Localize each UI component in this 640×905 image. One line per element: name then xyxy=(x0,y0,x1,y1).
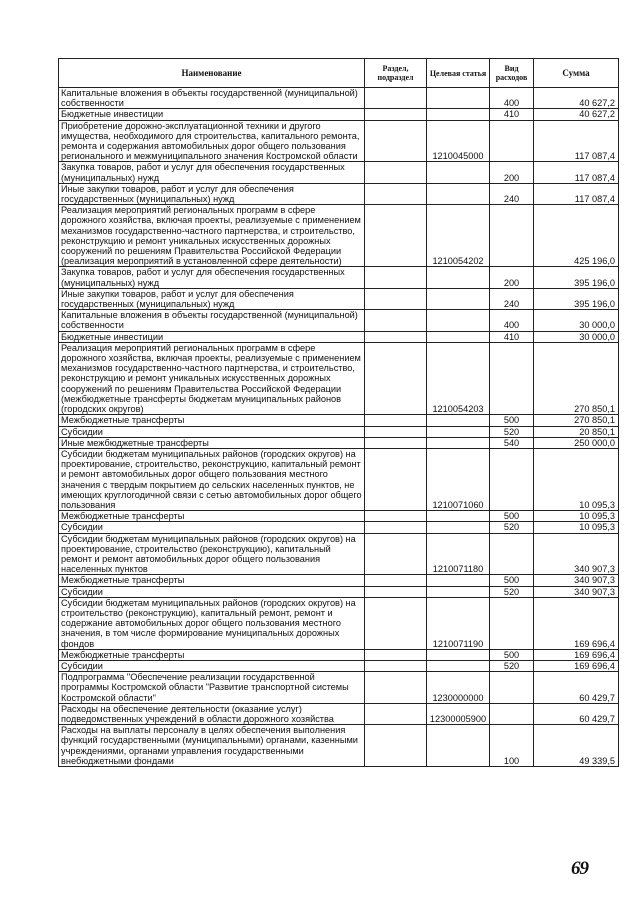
row-type-cell xyxy=(490,672,534,704)
table-row xyxy=(59,522,619,533)
table-row xyxy=(59,660,619,671)
row-sum-cell: 60 429,7 xyxy=(534,672,619,704)
row-section-cell xyxy=(365,415,427,426)
row-name-cell: Закупка товаров, работ и услуг для обеспечения государственных (муниципальных) нужд xyxy=(59,162,365,183)
row-name-cell: Субсидии xyxy=(59,522,365,533)
row-section-cell xyxy=(365,162,427,183)
table-row xyxy=(59,183,619,204)
header-name: Наименование xyxy=(59,59,365,88)
row-section-cell xyxy=(365,331,427,342)
row-section-cell xyxy=(365,267,427,288)
row-section-cell xyxy=(365,597,427,649)
row-sum-cell: 30 000,0 xyxy=(534,331,619,342)
row-sum-cell: 117 087,4 xyxy=(534,120,619,162)
row-type-cell: 240 xyxy=(490,288,534,309)
row-name-cell: Межбюджетные трансферты xyxy=(59,511,365,522)
row-type-cell: 500 xyxy=(490,415,534,426)
row-sum-cell: 10 095,3 xyxy=(534,448,619,510)
row-name-cell: Бюджетные инвестиции xyxy=(59,109,365,120)
table-row xyxy=(59,586,619,597)
row-section-cell xyxy=(365,586,427,597)
row-sum-cell: 117 087,4 xyxy=(534,162,619,183)
row-name-cell: Субсидии xyxy=(59,426,365,437)
header-sum: Сумма xyxy=(534,59,619,88)
row-name-cell: Субсидии xyxy=(59,660,365,671)
row-type-cell xyxy=(490,533,534,575)
table-row xyxy=(59,267,619,288)
table-row xyxy=(59,448,619,510)
row-sum-cell: 340 907,3 xyxy=(534,586,619,597)
row-sum-cell: 60 429,7 xyxy=(534,703,619,724)
row-section-cell xyxy=(365,522,427,533)
row-name-cell: Иные закупки товаров, работ и услуг для обеспечения государственных (муниципальных) нужд xyxy=(59,288,365,309)
table-row xyxy=(59,533,619,575)
row-target-cell xyxy=(427,660,490,671)
row-type-cell xyxy=(490,205,534,267)
row-section-cell xyxy=(365,649,427,660)
row-section-cell xyxy=(365,725,427,767)
row-section-cell xyxy=(365,426,427,437)
row-section-cell xyxy=(365,120,427,162)
table-row xyxy=(59,205,619,267)
row-sum-cell: 40 627,2 xyxy=(534,88,619,109)
row-target-cell xyxy=(427,88,490,109)
row-name-cell: Субсидии бюджетам муниципальных районов (городских округов) на проектирование, строительство (реконструкцию), капитальный ремонт и ремонт автомобильных дорог общего пользования населенных пунктов xyxy=(59,533,365,575)
row-sum-cell: 340 907,3 xyxy=(534,533,619,575)
row-target-cell xyxy=(427,575,490,586)
table-row xyxy=(59,331,619,342)
row-target-cell: 1210071180 xyxy=(427,533,490,575)
row-section-cell xyxy=(365,88,427,109)
row-sum-cell: 425 196,0 xyxy=(534,205,619,267)
row-type-cell: 410 xyxy=(490,109,534,120)
row-section-cell xyxy=(365,342,427,414)
row-target-cell xyxy=(427,426,490,437)
row-type-cell xyxy=(490,448,534,510)
row-name-cell: Капитальные вложения в объекты государственной (муниципальной) собственности xyxy=(59,310,365,331)
table-row xyxy=(59,162,619,183)
row-name-cell: Реализация мероприятий региональных программ в сфере дорожного хозяйства, включая проекты, реализуемые с применением механизмов государственно-частного партнерства, и строительство, реконструкцию и ремонт уникальных искусственных дорожных сооружений по решениям Правительства Российской Федерации (межбюджетные трансферты бюджетам муниципальных районов (городских округов) xyxy=(59,342,365,414)
row-sum-cell: 250 000,0 xyxy=(534,437,619,448)
header-target: Целевая статья xyxy=(427,59,490,88)
row-target-cell: 1210071060 xyxy=(427,448,490,510)
row-name-cell: Закупка товаров, работ и услуг для обеспечения государственных (муниципальных) нужд xyxy=(59,267,365,288)
table-row xyxy=(59,703,619,724)
table-row xyxy=(59,575,619,586)
table-row xyxy=(59,88,619,109)
table-body xyxy=(59,88,619,767)
row-name-cell: Подпрограмма "Обеспечение реализации государственной программы Костромской области "Развитие транспортной системы Костромской области" xyxy=(59,672,365,704)
row-type-cell: 410 xyxy=(490,331,534,342)
row-target-cell: 1210045000 xyxy=(427,120,490,162)
row-type-cell xyxy=(490,120,534,162)
table-row xyxy=(59,649,619,660)
row-section-cell xyxy=(365,703,427,724)
table-row xyxy=(59,288,619,309)
row-section-cell xyxy=(365,109,427,120)
row-target-cell xyxy=(427,437,490,448)
row-target-cell: 1210071190 xyxy=(427,597,490,649)
row-target-cell xyxy=(427,522,490,533)
row-target-cell xyxy=(427,511,490,522)
row-name-cell: Межбюджетные трансферты xyxy=(59,575,365,586)
row-section-cell xyxy=(365,437,427,448)
row-type-cell xyxy=(490,342,534,414)
row-section-cell xyxy=(365,533,427,575)
row-type-cell: 400 xyxy=(490,310,534,331)
row-type-cell: 520 xyxy=(490,586,534,597)
row-sum-cell: 340 907,3 xyxy=(534,575,619,586)
row-type-cell xyxy=(490,703,534,724)
row-target-cell xyxy=(427,288,490,309)
page-number: 69 xyxy=(571,858,588,879)
row-section-cell xyxy=(365,310,427,331)
row-name-cell: Субсидии бюджетам муниципальных районов (городских округов) на проектирование, строительство, реконструкцию, капитальный ремонт и ремонт автомобильных дорог общего пользования местного значения с твердым покрытием до сельских населенных пунктов, не имеющих круглогодичной связи с сетью автомобильных дорог общего пользования xyxy=(59,448,365,510)
table-row xyxy=(59,597,619,649)
row-target-cell xyxy=(427,267,490,288)
row-type-cell: 540 xyxy=(490,437,534,448)
row-name-cell: Расходы на выплаты персоналу в целях обеспечения выполнения функций государственными (муниципальными) органами, казенными учреждениями, органами управления государственными внебюджетными фондами xyxy=(59,725,365,767)
row-type-cell: 200 xyxy=(490,267,534,288)
row-name-cell: Реализация мероприятий региональных программ в сфере дорожного хозяйства, включая проекты, реализуемые с применением механизмов государственно-частного партнерства, и строительство, реконструкцию и ремонт уникальных искусственных дорожных сооружений по решениям Правительства Российской Федерации (реализация мероприятий в установленной сфере деятельности) xyxy=(59,205,365,267)
row-type-cell: 500 xyxy=(490,575,534,586)
row-target-cell xyxy=(427,649,490,660)
row-name-cell: Субсидии xyxy=(59,586,365,597)
row-target-cell xyxy=(427,415,490,426)
row-type-cell xyxy=(490,597,534,649)
row-type-cell: 400 xyxy=(490,88,534,109)
row-name-cell: Капитальные вложения в объекты государственной (муниципальной) собственности xyxy=(59,88,365,109)
row-sum-cell: 30 000,0 xyxy=(534,310,619,331)
row-type-cell: 200 xyxy=(490,162,534,183)
row-type-cell: 500 xyxy=(490,649,534,660)
row-target-cell xyxy=(427,162,490,183)
table-row xyxy=(59,120,619,162)
table-row xyxy=(59,511,619,522)
header-type: Вид расходов xyxy=(490,59,534,88)
row-name-cell: Межбюджетные трансферты xyxy=(59,415,365,426)
row-target-cell xyxy=(427,725,490,767)
row-section-cell xyxy=(365,205,427,267)
row-type-cell: 520 xyxy=(490,660,534,671)
row-target-cell xyxy=(427,331,490,342)
row-section-cell xyxy=(365,672,427,704)
row-target-cell xyxy=(427,183,490,204)
row-section-cell xyxy=(365,511,427,522)
budget-table-sheet xyxy=(58,58,618,767)
row-name-cell: Приобретение дорожно-эксплуатационной техники и другого имущества, необходимого для строительства, капитального ремонта, ремонта и содержания автомобильных дорог общего пользования регионального и межмуниципального значения Костромской области xyxy=(59,120,365,162)
table-row xyxy=(59,426,619,437)
budget-table xyxy=(58,58,619,767)
table-row xyxy=(59,725,619,767)
row-sum-cell: 169 696,4 xyxy=(534,597,619,649)
row-sum-cell: 169 696,4 xyxy=(534,660,619,671)
table-row xyxy=(59,342,619,414)
row-name-cell: Бюджетные инвестиции xyxy=(59,331,365,342)
row-target-cell: 12300005900 xyxy=(427,703,490,724)
row-name-cell: Иные закупки товаров, работ и услуг для обеспечения государственных (муниципальных) нужд xyxy=(59,183,365,204)
table-row xyxy=(59,672,619,704)
row-sum-cell: 20 850,1 xyxy=(534,426,619,437)
row-section-cell xyxy=(365,660,427,671)
table-row xyxy=(59,415,619,426)
row-sum-cell: 10 095,3 xyxy=(534,522,619,533)
row-section-cell xyxy=(365,448,427,510)
row-target-cell xyxy=(427,586,490,597)
row-sum-cell: 117 087,4 xyxy=(534,183,619,204)
row-section-cell xyxy=(365,288,427,309)
table-row xyxy=(59,310,619,331)
row-name-cell: Межбюджетные трансферты xyxy=(59,649,365,660)
row-sum-cell: 169 696,4 xyxy=(534,649,619,660)
row-type-cell: 520 xyxy=(490,426,534,437)
row-sum-cell: 395 196,0 xyxy=(534,288,619,309)
table-row xyxy=(59,437,619,448)
row-sum-cell: 395 196,0 xyxy=(534,267,619,288)
row-name-cell: Иные межбюджетные трансферты xyxy=(59,437,365,448)
row-type-cell: 500 xyxy=(490,511,534,522)
row-type-cell: 100 xyxy=(490,725,534,767)
row-target-cell: 1230000000 xyxy=(427,672,490,704)
row-target-cell: 1210054202 xyxy=(427,205,490,267)
row-sum-cell: 270 850,1 xyxy=(534,342,619,414)
row-type-cell: 520 xyxy=(490,522,534,533)
row-sum-cell: 270 850,1 xyxy=(534,415,619,426)
header-section: Раздел, подраздел xyxy=(365,59,427,88)
row-section-cell xyxy=(365,183,427,204)
row-target-cell xyxy=(427,310,490,331)
table-row xyxy=(59,109,619,120)
row-target-cell xyxy=(427,109,490,120)
row-type-cell: 240 xyxy=(490,183,534,204)
row-sum-cell: 10 095,3 xyxy=(534,511,619,522)
table-header-row xyxy=(59,59,619,88)
row-sum-cell: 49 339,5 xyxy=(534,725,619,767)
row-sum-cell: 40 627,2 xyxy=(534,109,619,120)
row-section-cell xyxy=(365,575,427,586)
row-name-cell: Расходы на обеспечение деятельности (оказание услуг) подведомственных учреждений в области дорожного хозяйства xyxy=(59,703,365,724)
row-target-cell: 1210054203 xyxy=(427,342,490,414)
row-name-cell: Субсидии бюджетам муниципальных районов (городских округов) на строительство (реконструкцию), капитальный ремонт, ремонт и содержание автомобильных дорог общего пользования местного значения, в том числе формирование муниципальных дорожных фондов xyxy=(59,597,365,649)
